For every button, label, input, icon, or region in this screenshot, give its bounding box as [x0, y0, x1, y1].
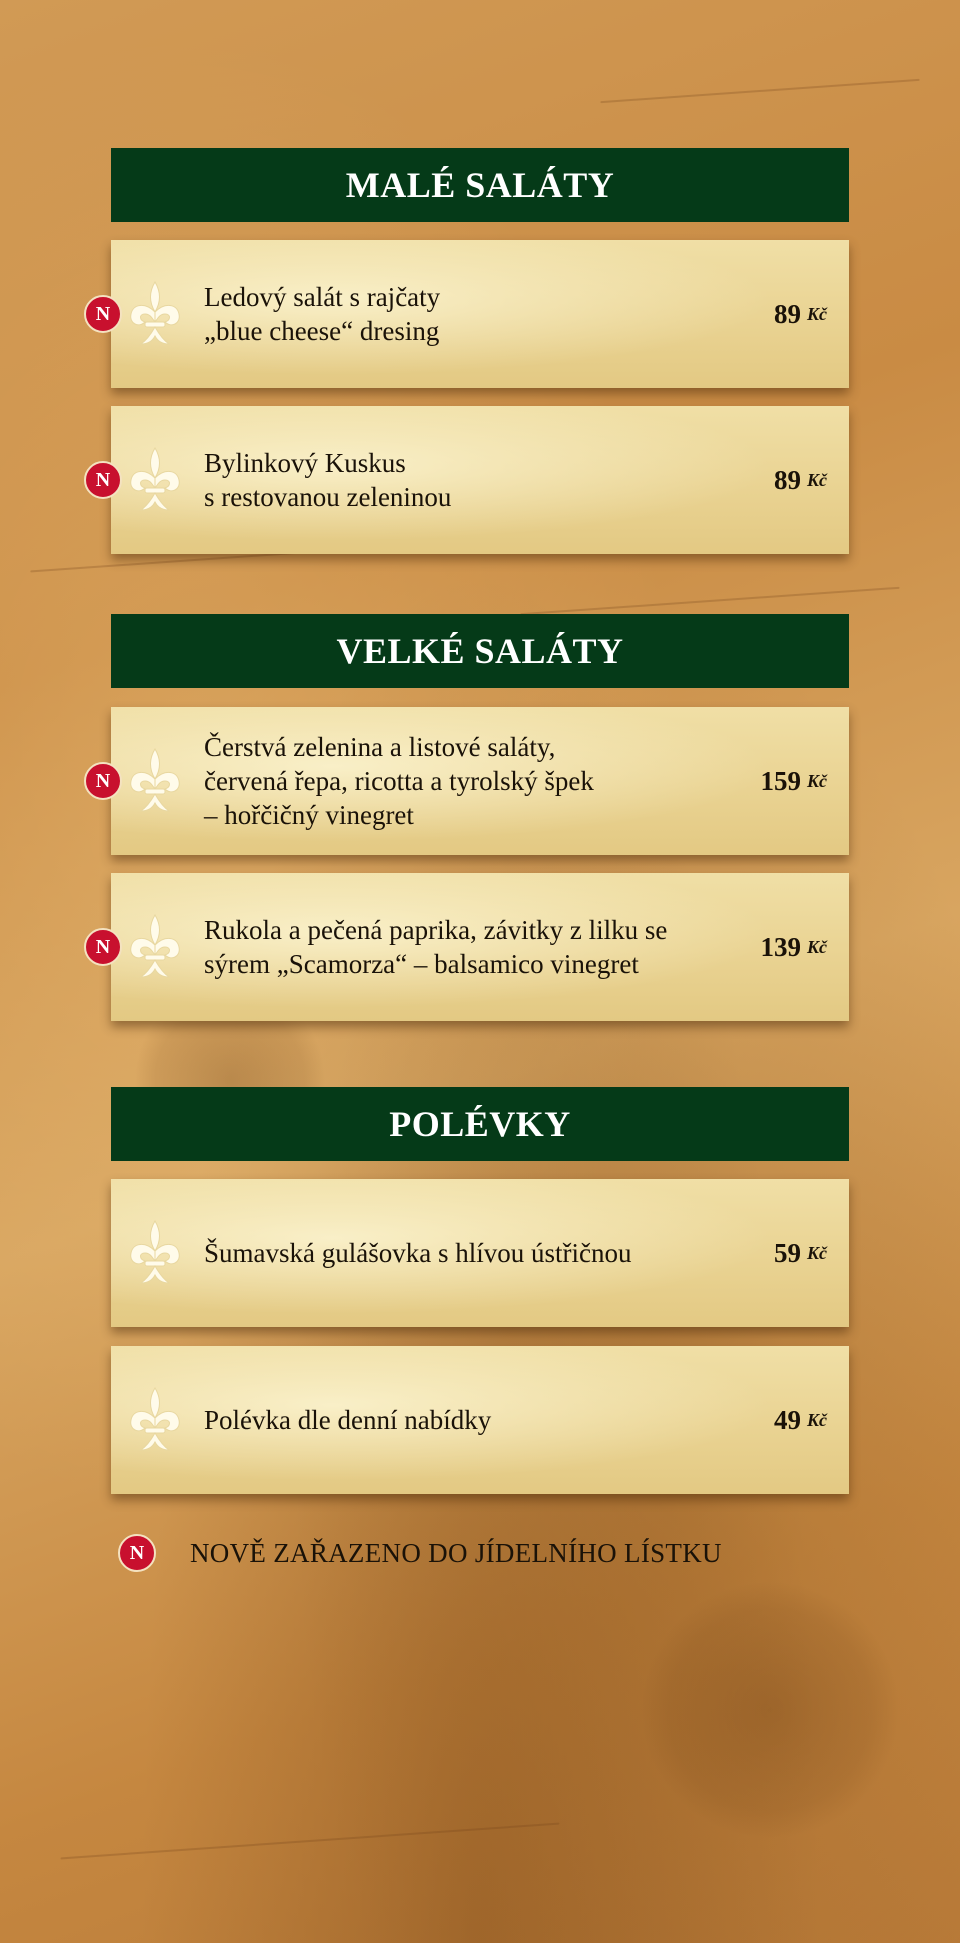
- price-currency: Kč: [807, 1409, 827, 1430]
- item-description: [204, 707, 724, 855]
- background-stain: [640, 1580, 900, 1840]
- item-description: [204, 1179, 724, 1327]
- item-price: [774, 406, 827, 554]
- item-description: [204, 406, 724, 554]
- price-currency: Kč: [807, 770, 827, 791]
- item-description: [204, 873, 724, 1021]
- price-value: 59: [774, 1237, 801, 1268]
- item-price: [774, 1346, 827, 1494]
- price-currency: Kč: [807, 1242, 827, 1263]
- item-line: Šumavská gulášovka s hlívou ústřičnou: [204, 1238, 632, 1268]
- menu-item: [95, 406, 849, 554]
- item-line: „blue cheese“ dresing: [204, 316, 440, 346]
- background-script: [600, 79, 919, 103]
- item-price: [761, 873, 828, 1021]
- legend: [118, 1532, 722, 1574]
- fleur-de-lis-icon: [125, 1217, 185, 1289]
- new-badge: N: [84, 461, 122, 499]
- section-header-polevky: [111, 1087, 849, 1161]
- item-line: Polévka dle denní nabídky: [204, 1405, 492, 1435]
- item-price: [774, 240, 827, 388]
- new-badge: N: [84, 928, 122, 966]
- new-badge: N: [84, 295, 122, 333]
- price-value: 89: [774, 298, 801, 329]
- price-currency: Kč: [807, 303, 827, 324]
- menu-item: [111, 1346, 849, 1494]
- menu-item: [111, 1179, 849, 1327]
- new-badge: N: [118, 1534, 156, 1572]
- fleur-de-lis-icon: [125, 278, 185, 350]
- price-currency: Kč: [807, 469, 827, 490]
- section-header-velke-salaty: [111, 614, 849, 688]
- section-title: MALÉ SALÁTY: [345, 165, 615, 205]
- price-currency: Kč: [807, 936, 827, 957]
- background-script: [61, 1823, 560, 1860]
- legend-text: NOVĚ ZAŘAZENO DO JÍDELNÍHO LÍSTKU: [190, 1537, 722, 1568]
- item-description: [204, 240, 724, 388]
- price-value: 159: [760, 765, 801, 796]
- menu-item: [95, 707, 849, 855]
- item-line: červená řepa, ricotta a tyrolský špek: [204, 766, 594, 796]
- item-price: [774, 1179, 827, 1327]
- section-title: POLÉVKY: [389, 1104, 571, 1144]
- background-script: [520, 587, 899, 616]
- section-title: VELKÉ SALÁTY: [336, 631, 624, 671]
- new-badge: N: [84, 762, 122, 800]
- item-line: sýrem „Scamorza“ – balsamico vinegret: [204, 949, 639, 979]
- fleur-de-lis-icon: [125, 911, 185, 983]
- price-value: 49: [774, 1404, 801, 1435]
- item-description: [204, 1346, 724, 1494]
- item-line: Čerstvá zelenina a listové saláty,: [204, 732, 556, 762]
- section-header-male-salaty: [111, 148, 849, 222]
- item-line: – hořčičný vinegret: [204, 800, 414, 830]
- item-price: [761, 707, 828, 855]
- item-line: Rukola a pečená paprika, závitky z lilku se: [204, 915, 668, 945]
- price-value: 139: [760, 931, 801, 962]
- item-line: s restovanou zeleninou: [204, 482, 452, 512]
- item-line: Bylinkový Kuskus: [204, 448, 406, 478]
- item-line: Ledový salát s rajčaty: [204, 282, 441, 312]
- menu-item: [95, 873, 849, 1021]
- fleur-de-lis-icon: [125, 1384, 185, 1456]
- fleur-de-lis-icon: [125, 444, 185, 516]
- fleur-de-lis-icon: [125, 745, 185, 817]
- menu-item: [95, 240, 849, 388]
- price-value: 89: [774, 464, 801, 495]
